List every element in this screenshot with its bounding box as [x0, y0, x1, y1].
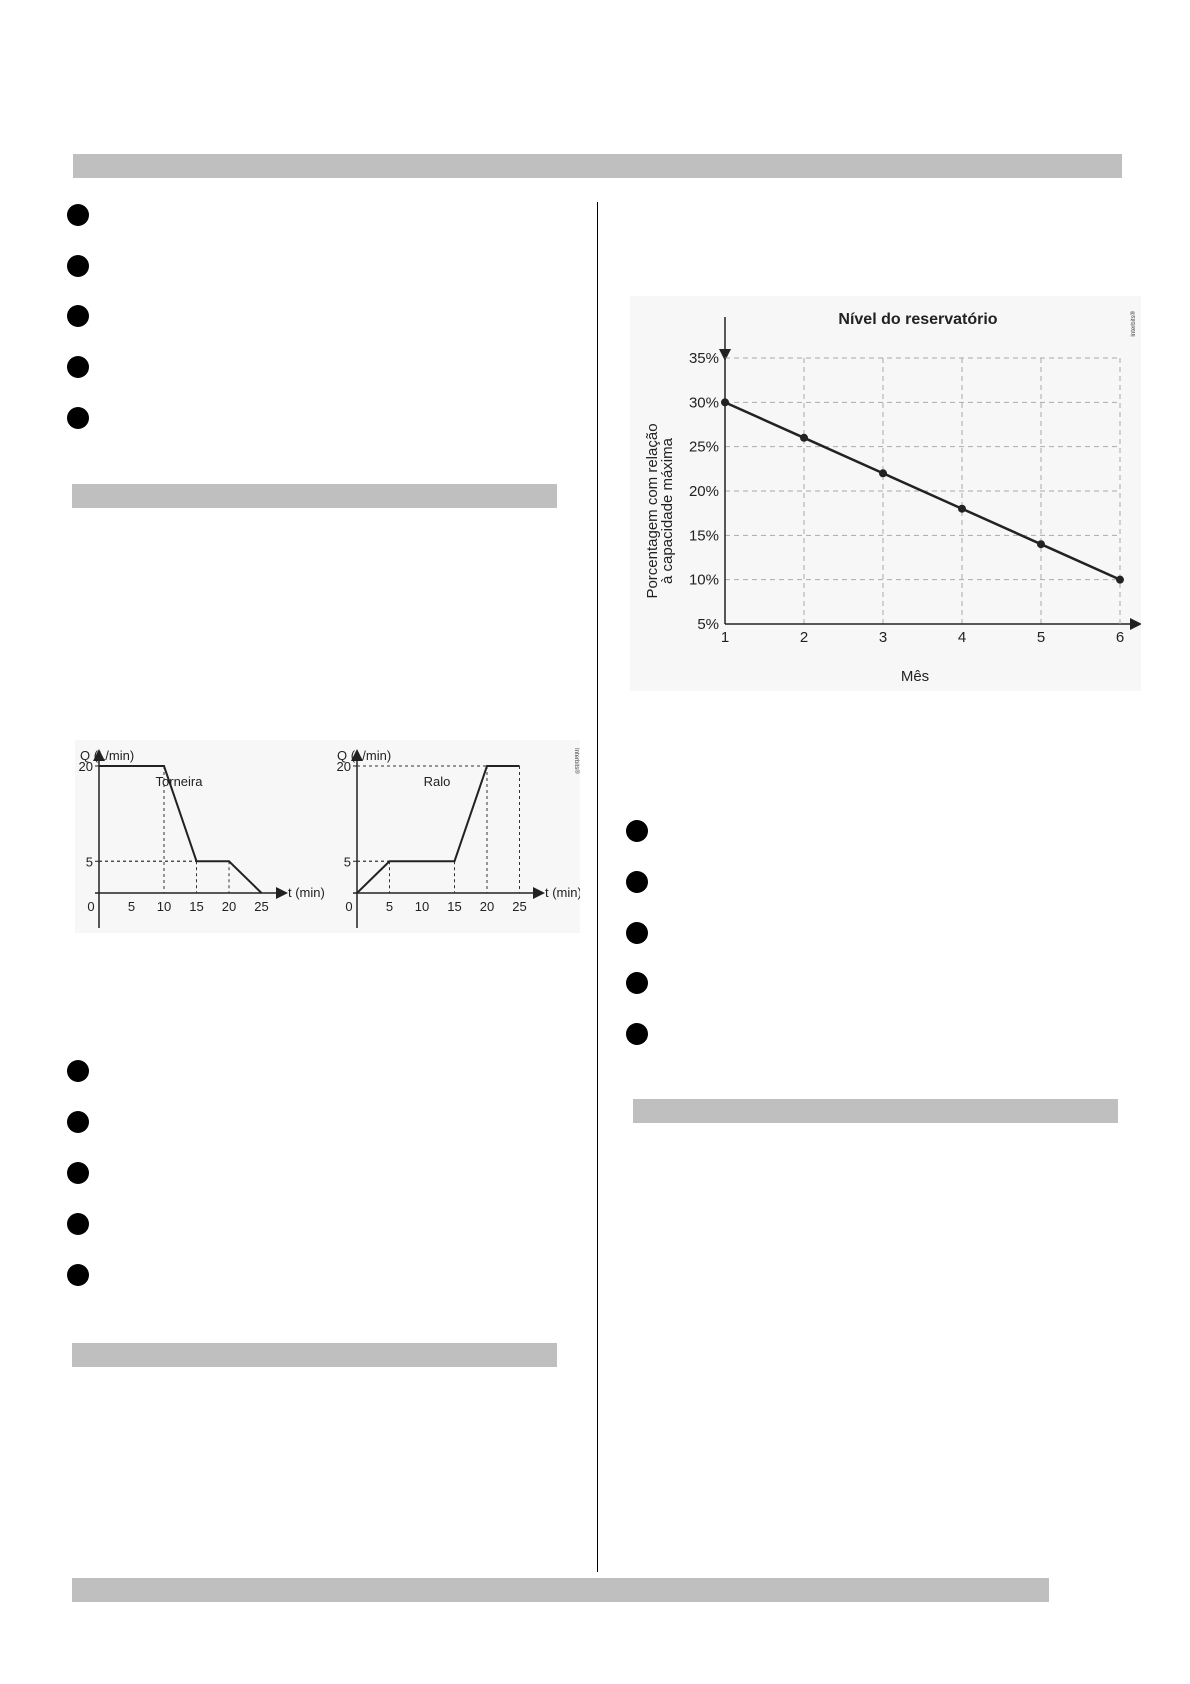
reservoir-chart-svg — [630, 296, 1141, 691]
torneira-chart — [79, 748, 325, 928]
option-c-bullet-icon[interactable] — [626, 922, 648, 944]
y-tick-label: 5% — [697, 616, 719, 633]
y-tick-label: 5 — [343, 854, 351, 870]
y-tick-label: 20 — [78, 759, 93, 774]
y-axis-label-line1: Porcentagem com relação — [644, 423, 661, 599]
option-e-bullet-icon[interactable] — [67, 1264, 89, 1286]
option-a-bullet-icon[interactable] — [67, 1060, 89, 1082]
y-tick-label: 35% — [688, 350, 719, 367]
option-e-bullet-icon[interactable] — [626, 1023, 648, 1045]
x-tick-label: 5 — [385, 899, 394, 914]
x-axis-label: t (min) — [545, 885, 580, 900]
x-tick-label: 3 — [878, 629, 888, 646]
x-tick-label: 25 — [512, 899, 527, 914]
y-tick-label: 10% — [688, 571, 719, 589]
reservoir-chart-figure — [630, 296, 1141, 691]
x-axis-label: Mês — [900, 668, 930, 685]
option-c-bullet-icon[interactable] — [67, 305, 89, 327]
section-footer-bar — [72, 1578, 1049, 1602]
y-axis-label — [644, 423, 676, 598]
y-axis-label-line2: à capacidade máxima — [659, 438, 676, 584]
x-tick-label: 0 — [345, 899, 353, 914]
section-header-bar-top — [73, 154, 1122, 178]
reservoir-chart — [644, 310, 1139, 685]
x-tick-label: 10 — [414, 899, 430, 914]
x-tick-label: 4 — [957, 629, 967, 646]
x-tick-label: 20 — [221, 899, 237, 914]
x-tick-label: 2 — [799, 629, 809, 646]
credit-label: Interbits® — [1131, 311, 1137, 337]
data-point — [958, 505, 966, 513]
column-divider — [597, 202, 598, 1572]
x-tick-label: 5 — [127, 899, 136, 914]
section-header-bar-q2 — [72, 484, 557, 508]
chart-title: Torneira — [155, 774, 203, 789]
x-tick-label: 15 — [189, 899, 204, 914]
data-point — [1116, 576, 1124, 584]
x-tick-label: 6 — [1115, 629, 1125, 646]
ralo-chart — [337, 748, 580, 928]
credit-label: Interbits® — [573, 748, 579, 774]
y-tick-label: 5 — [85, 854, 93, 870]
chart-title: Nível do reservatório — [838, 311, 998, 328]
option-d-bullet-icon[interactable] — [67, 1213, 89, 1235]
y-tick-label: 30% — [688, 394, 719, 412]
y-axis-label: Q (L/min) — [80, 748, 135, 763]
x-axis-label: t (min) — [288, 885, 325, 900]
option-b-bullet-icon[interactable] — [67, 1111, 89, 1133]
data-point — [1037, 540, 1045, 548]
chart-title: Ralo — [423, 774, 451, 789]
data-point — [879, 469, 887, 477]
x-tick-label: 5 — [1036, 629, 1046, 646]
y-axis-label: Q (L/min) — [337, 748, 392, 763]
y-tick-label: 15% — [688, 527, 719, 545]
section-header-bar-q4 — [633, 1099, 1118, 1123]
option-d-bullet-icon[interactable] — [626, 972, 648, 994]
data-point — [721, 398, 729, 406]
y-tick-label: 25% — [688, 438, 719, 456]
x-tick-label: 1 — [720, 629, 730, 646]
data-point — [800, 434, 808, 442]
y-tick-label: 20 — [336, 759, 351, 774]
option-e-bullet-icon[interactable] — [67, 407, 89, 429]
flow-charts-svg — [75, 740, 580, 933]
y-tick-label: 20% — [688, 483, 719, 500]
option-b-bullet-icon[interactable] — [67, 255, 89, 277]
option-d-bullet-icon[interactable] — [67, 356, 89, 378]
option-a-bullet-icon[interactable] — [67, 204, 89, 226]
x-tick-label: 0 — [87, 899, 95, 914]
option-b-bullet-icon[interactable] — [626, 871, 648, 893]
x-tick-label: 15 — [447, 899, 462, 914]
x-tick-label: 25 — [254, 899, 269, 914]
x-tick-label: 10 — [156, 899, 172, 914]
section-header-bar-q3 — [72, 1343, 557, 1367]
option-c-bullet-icon[interactable] — [67, 1162, 89, 1184]
x-tick-label: 20 — [479, 899, 495, 914]
flow-charts-figure — [75, 740, 580, 933]
option-a-bullet-icon[interactable] — [626, 820, 648, 842]
